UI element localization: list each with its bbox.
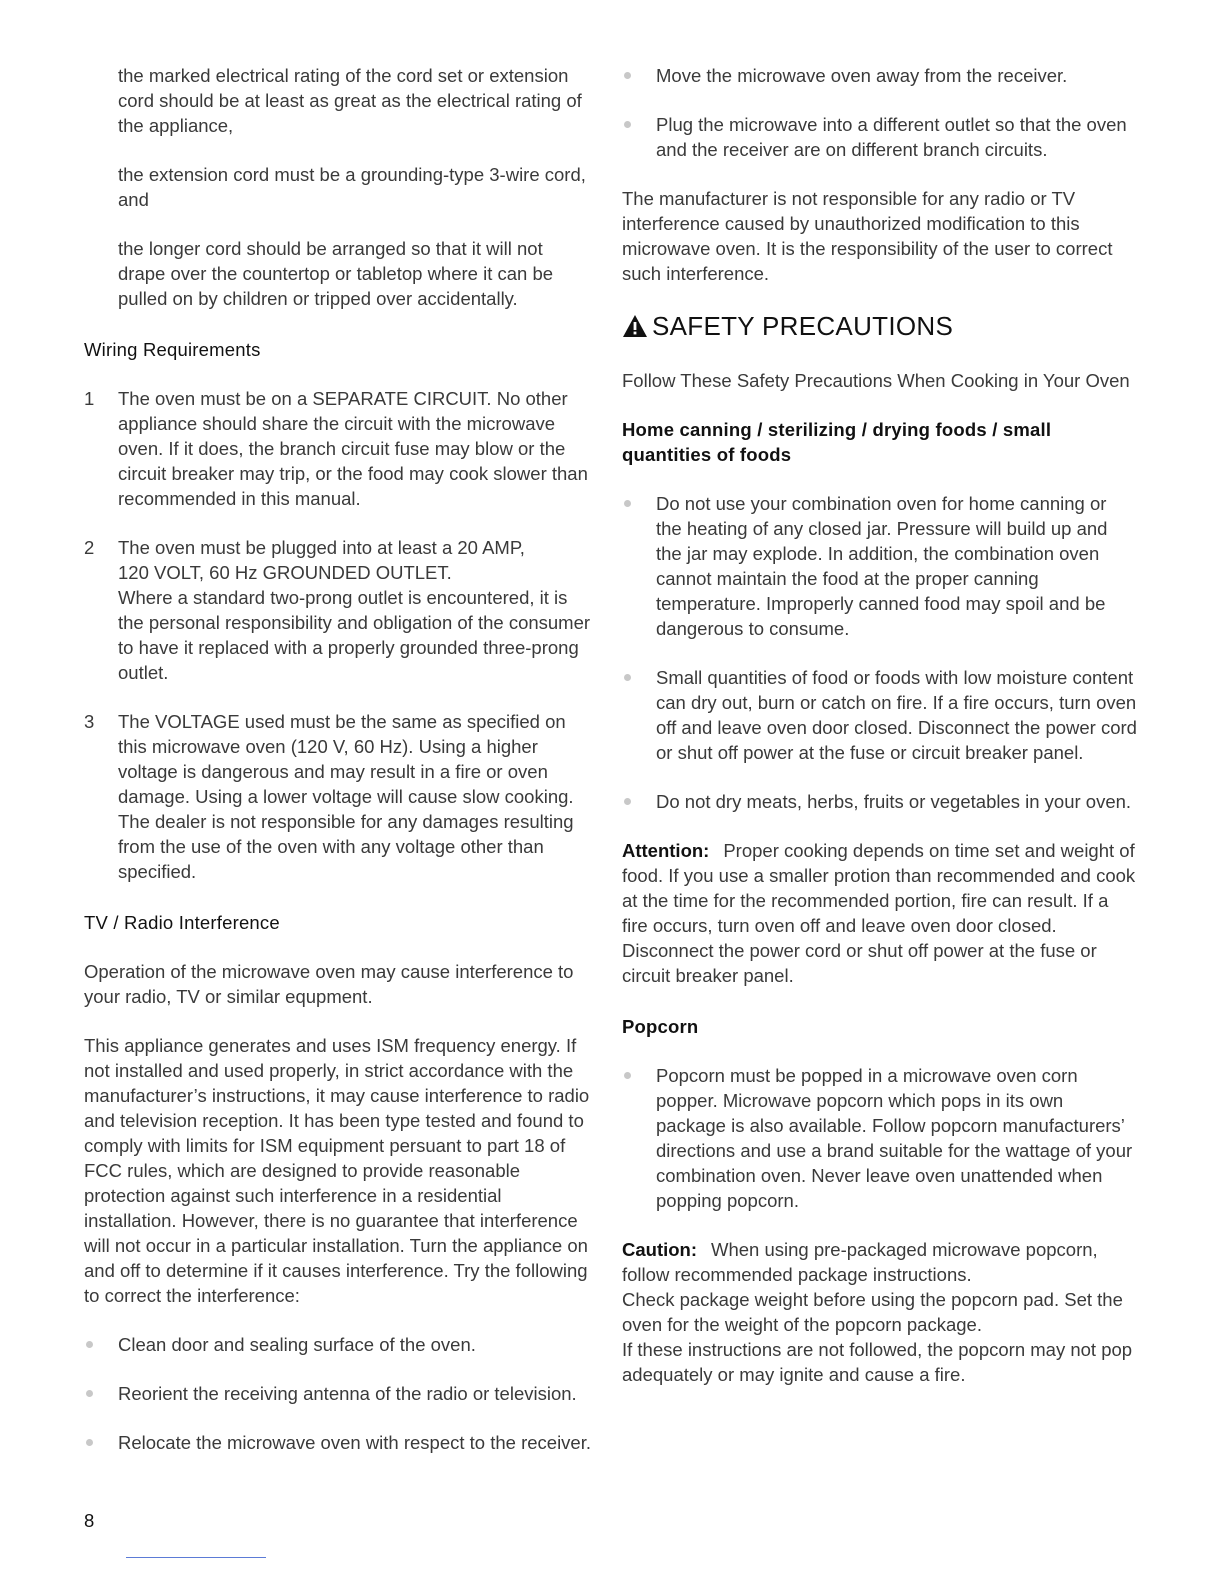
list-item-text: Popcorn must be popped in a microwave oven corn popper. Microwave popcorn which pops in its own package is also available. Follow popcorn manufacturers’ directions and use a brand suitable for the wattage of your combination oven. Never leave oven unattended when popping popcorn.	[656, 1065, 1133, 1211]
item-number: 2	[84, 537, 95, 558]
right-column	[622, 63, 1137, 1387]
item-text-line: Where a standard two-prong outlet is encountered, it is the personal responsibility and obligation of the consumer to have it replaced with a properly grounded three-prong outlet.	[118, 587, 591, 683]
attention-text: Proper cooking depends on time set and weight of food. If you use a smaller protion than recommended and cook at the time for the recommended portion, fire can result. If a fire occurs, turn oven off and leave oven door closed. Disconnect the power cord or shut off power at the fuse or circuit breaker panel.	[622, 840, 1136, 986]
safety-intro: Follow These Safety Precautions When Cooking in Your Oven	[622, 370, 1130, 391]
caution-line: Check package weight before using the popcorn pad. Set the oven for the weight of the popcorn package.	[622, 1289, 1123, 1335]
list-item-text: Do not use your combination oven for home canning or the heating of any closed jar. Pressure will build up and the jar may explode. In addition, the combination oven cannot maintain the food at the proper canning temperature. Improperly canned food may spoil and be dangerous to consume.	[656, 493, 1108, 639]
caution-block	[622, 1237, 1137, 1387]
bullet-dot-icon	[86, 1341, 93, 1348]
list-item	[84, 1332, 594, 1357]
item-number: 3	[84, 711, 95, 732]
tv-paragraph: Operation of the microwave oven may cause interference to your radio, TV or similar equpment.	[84, 961, 574, 1007]
wiring-item	[84, 535, 594, 685]
safety-precautions-title	[622, 308, 1137, 344]
item-text: The oven must be on a SEPARATE CIRCUIT. No other appliance should share the circuit with the microwave oven. If it does, the branch circuit fuse may blow or the circuit breaker may trip, or the food may cook slower than recommended in this manual.	[118, 388, 588, 509]
caution-text: When using pre-packaged microwave popcorn, follow recommended package instructions.	[622, 1239, 1098, 1285]
item-text-line: 120 VOLT, 60 Hz GROUNDED OUTLET.	[118, 562, 452, 583]
caution-label: Caution:	[622, 1239, 698, 1260]
list-item-text: Small quantities of food or foods with low moisture content can dry out, burn or catch on fire. If a fire occurs, turn oven off and leave oven door closed. Disconnect the power cord or shut off power at the fuse or circuit breaker panel.	[656, 667, 1137, 763]
tv-paragraph: This appliance generates and uses ISM frequency energy. If not installed and used properly, in strict accordance with the manufacturer’s instructions, it may cause interference to radio and television reception. It has been type tested and found to comply with limits for ISM equipment persuant to part 18 of FCC rules, which are designed to provide reasonable protection against such interference in a residential installation. However, there is no guarantee that interference will not occur in a particular installation. Turn the appliance on and off to determine if it causes interference. Try the following to correct the interference:	[84, 1035, 590, 1306]
list-item	[622, 491, 1137, 641]
list-item-text: Reorient the receiving antenna of the radio or television.	[118, 1383, 577, 1404]
bullet-dot-icon	[624, 798, 631, 805]
list-item	[622, 665, 1137, 765]
cord-item: the longer cord should be arranged so that it will not drape over the countertop or tabletop where it can be pulled on by children or tripped over accidentally.	[118, 238, 554, 309]
manufacturer-paragraph: The manufacturer is not responsible for any radio or TV interference caused by unauthorized modification to this microwave oven. It is the responsibility of the user to correct such interference.	[622, 188, 1113, 284]
cord-item: the extension cord must be a grounding-type 3-wire cord, and	[118, 164, 586, 210]
footer-rule	[126, 1557, 266, 1558]
list-item	[84, 1381, 594, 1406]
attention-label: Attention:	[622, 840, 710, 861]
wiring-item	[84, 386, 594, 511]
item-text-line: The oven must be plugged into at least a 20 AMP,	[118, 537, 525, 558]
bullet-dot-icon	[86, 1439, 93, 1446]
list-item	[622, 63, 1137, 88]
caution-line: If these instructions are not followed, the popcorn may not pop adequately or may ignite and cause a fire.	[622, 1339, 1133, 1385]
page-number: 8	[84, 1510, 95, 1531]
safety-title-text: SAFETY PRECAUTIONS	[652, 311, 954, 341]
tv-radio-heading: TV / Radio Interference	[84, 912, 280, 933]
list-item-text: Plug the microwave into a different outlet so that the oven and the receiver are on different branch circuits.	[656, 114, 1127, 160]
bullet-dot-icon	[624, 72, 631, 79]
list-item	[84, 1430, 594, 1455]
bullet-dot-icon	[624, 121, 631, 128]
list-item-text: Move the microwave oven away from the receiver.	[656, 65, 1068, 86]
left-column	[84, 63, 594, 1479]
canning-heading: Home canning / sterilizing / drying foods / small quantities of foods	[622, 419, 1052, 465]
bullet-dot-icon	[624, 500, 631, 507]
attention-paragraph	[622, 838, 1137, 988]
list-item-text: Clean door and sealing surface of the oven.	[118, 1334, 476, 1355]
bullet-dot-icon	[624, 1072, 631, 1079]
bullet-dot-icon	[624, 674, 631, 681]
wiring-heading: Wiring Requirements	[84, 339, 261, 360]
bullet-dot-icon	[86, 1390, 93, 1397]
wiring-item	[84, 709, 594, 884]
caution-line	[622, 1237, 1137, 1287]
list-item-text: Do not dry meats, herbs, fruits or vegetables in your oven.	[656, 791, 1132, 812]
popcorn-heading: Popcorn	[622, 1016, 699, 1037]
list-item-text: Relocate the microwave oven with respect to the receiver.	[118, 1432, 592, 1453]
list-item	[622, 112, 1137, 162]
item-number: 1	[84, 388, 95, 409]
cord-item: the marked electrical rating of the cord set or extension cord should be at least as great as the electrical rating of the appliance,	[118, 65, 582, 136]
item-text: The VOLTAGE used must be the same as specified on this microwave oven (120 V, 60 Hz). Using a higher voltage is dangerous and may result in a fire or oven damage. Using a lower voltage will cause slow cooking. The dealer is not responsible for any damages resulting from the use of the oven with any voltage other than specified.	[118, 711, 574, 882]
list-item	[622, 789, 1137, 814]
list-item	[622, 1063, 1137, 1213]
warning-triangle-icon	[622, 314, 648, 338]
